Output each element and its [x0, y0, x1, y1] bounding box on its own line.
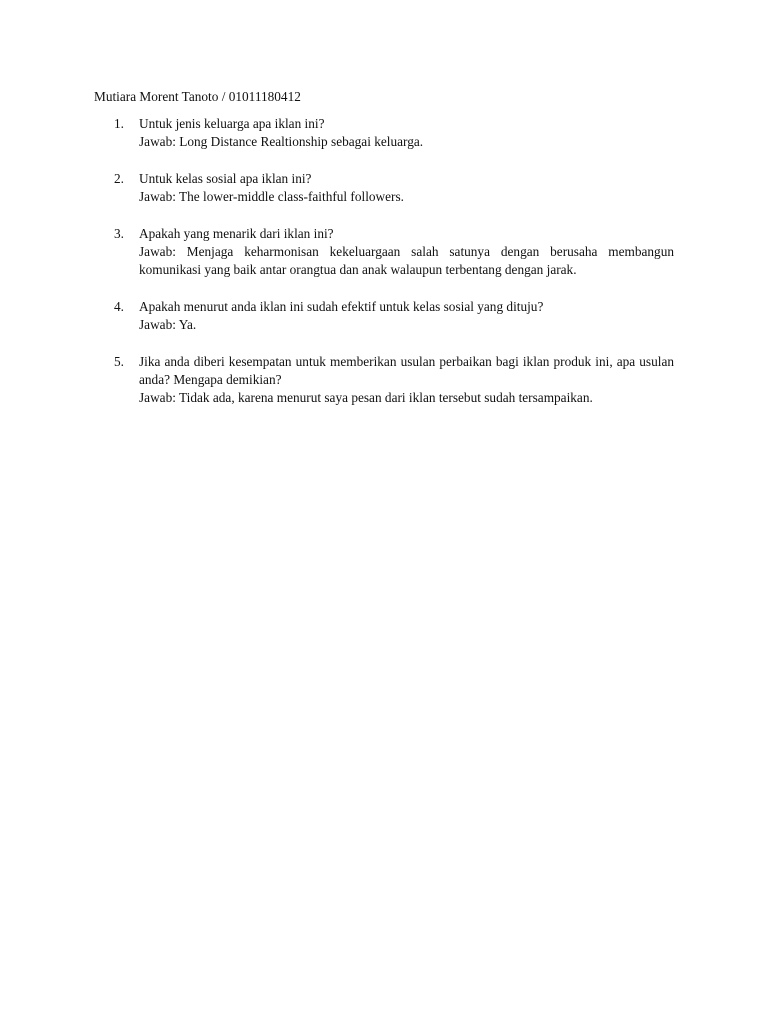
question-item-2	[94, 170, 674, 207]
question-text: Untuk kelas sosial apa iklan ini?	[139, 170, 312, 186]
answer-text: Jawab: Tidak ada, karena menurut saya pesan dari iklan tersebut sudah tersampaikan.	[139, 390, 593, 406]
question-item-5	[94, 353, 674, 408]
question-item-4	[94, 298, 674, 335]
question-number: 2.	[114, 170, 124, 186]
answer-text: Jawab: Ya.	[139, 317, 197, 333]
answer-text: Jawab: Menjaga keharmonisan kekeluargaan salah satunya dengan berusaha membangun komunikasi yang baik antar orangtua dan anak walaupun terbentang dengan jarak.	[139, 244, 674, 278]
question-text: Apakah yang menarik dari iklan ini?	[139, 225, 334, 241]
answer-text: Jawab: Long Distance Realtionship sebagai keluarga.	[139, 134, 424, 150]
answer-text: Jawab: The lower-middle class-faithful followers.	[139, 189, 404, 205]
question-item-3	[94, 225, 674, 280]
question-number: 3.	[114, 225, 124, 241]
question-text: Untuk jenis keluarga apa iklan ini?	[139, 116, 325, 131]
question-number: 1.	[114, 116, 124, 131]
question-list	[94, 115, 674, 408]
question-item-1	[94, 115, 674, 152]
question-text: Jika anda diberi kesempatan untuk memberikan usulan perbaikan bagi iklan produk ini, apa usulan anda? Mengapa demikian?	[139, 353, 674, 388]
question-text: Apakah menurut anda iklan ini sudah efektif untuk kelas sosial yang dituju?	[139, 298, 544, 314]
question-number: 4.	[114, 298, 124, 314]
question-number: 5.	[114, 353, 124, 369]
author-line: Mutiara Morent Tanoto / 01011180412	[94, 89, 301, 104]
